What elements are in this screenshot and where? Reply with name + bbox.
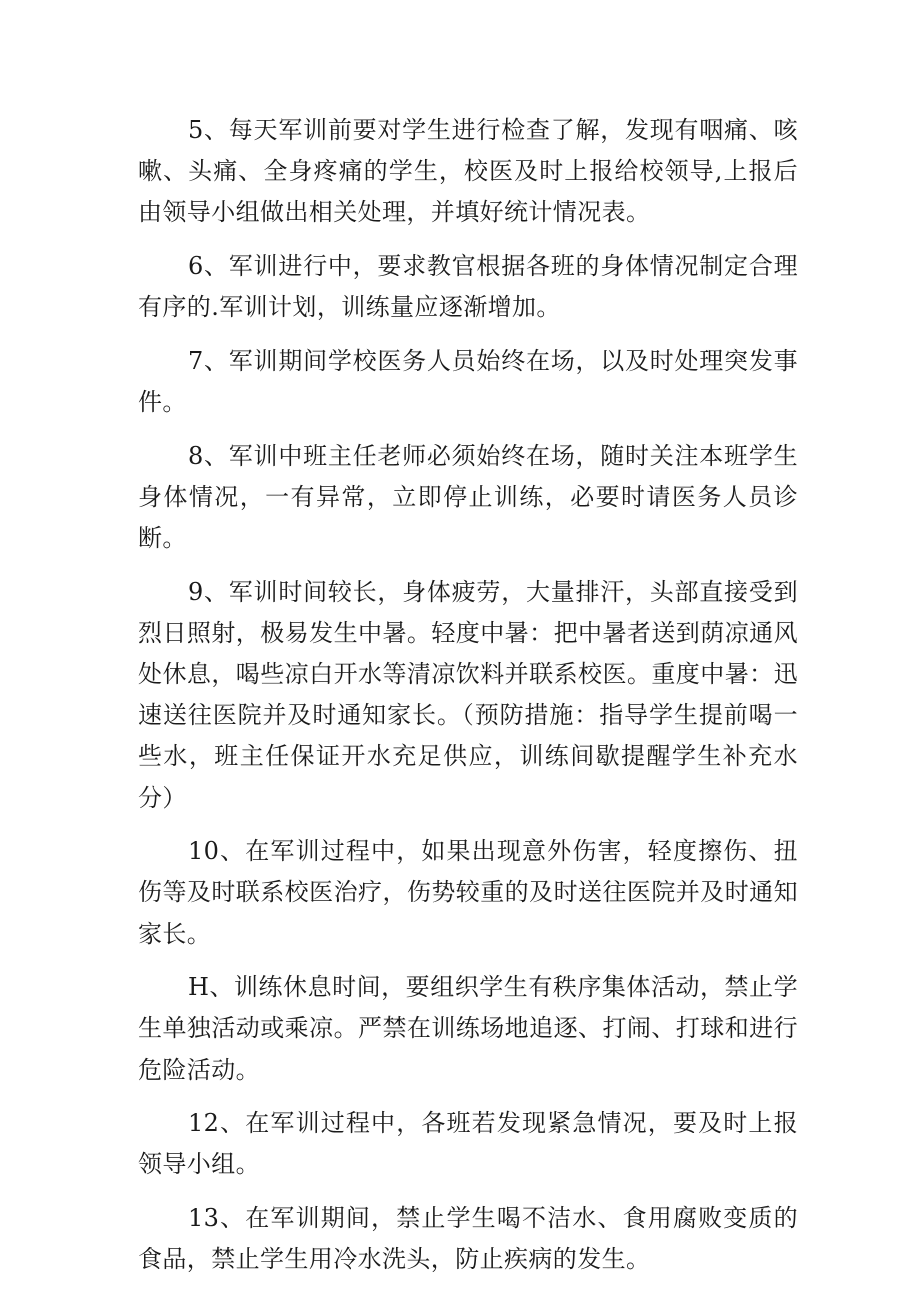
paragraph-item-9: 9、军训时间较长，身体疲劳，大量排汗，头部直接受到烈日照射，极易发生中暑。轻度中暑：把中暑者送到荫凉通风处休息，喝些凉白开水等清凉饮料并联系校医。重度中暑：迅速送往医院并及时通知家长。（预防措施：指导学生提前喝一些水，班主任保证开水充足供应，训练间歇提醒学生补充水分） bbox=[138, 577, 798, 812]
paragraph-item-10: 10、在军训过程中，如果出现意外伤害，轻度擦伤、扭伤等及时联系校医治疗，伤势较重的及时送往医院并及时通知家长。 bbox=[138, 837, 798, 948]
paragraph-item-11: H、训练休息时间，要组织学生有秩序集体活动，禁止学生单独活动或乘凉。严禁在训练场地追逐、打闹、打球和进行危险活动。 bbox=[138, 973, 798, 1084]
paragraph-item-7: 7、军训期间学校医务人员始终在场，以及时处理突发事件。 bbox=[138, 346, 798, 416]
paragraph-item-8: 8、军训中班主任老师必须始终在场，随时关注本班学生身体情况，一有异常，立即停止训练，必要时请医务人员诊断。 bbox=[138, 441, 798, 552]
document-body bbox=[138, 110, 798, 1293]
paragraph-item-5: 5、每天军训前要对学生进行检查了解，发现有咽痛、咳嗽、头痛、全身疼痛的学生，校医及时上报给校领导,上报后由领导小组做出相关处理，并填好统计情况表。 bbox=[138, 116, 798, 227]
paragraph-item-6: 6、军训进行中，要求教官根据各班的身体情况制定合理有序的.军训计划，训练量应逐渐增加。 bbox=[138, 252, 798, 322]
paragraph-item-12: 12、在军训过程中，各班若发现紧急情况，要及时上报领导小组。 bbox=[138, 1109, 798, 1179]
paragraph-item-13: 13、在军训期间，禁止学生喝不洁水、食用腐败变质的食品，禁止学生用冷水洗头，防止疾病的发生。 bbox=[138, 1204, 798, 1274]
